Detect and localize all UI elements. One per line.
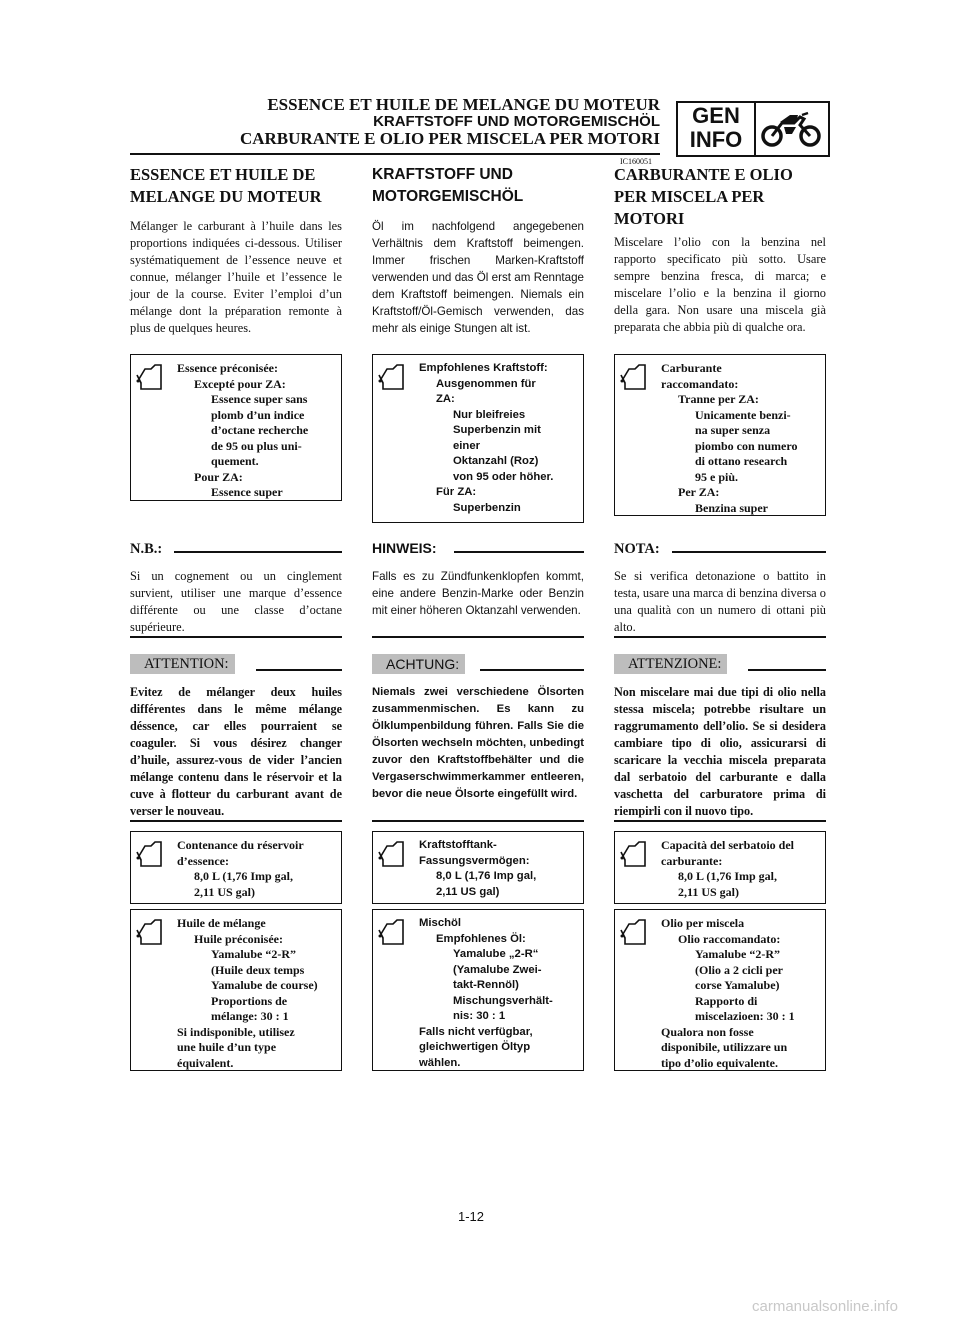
note-label: N.B.: [130, 541, 168, 557]
watermark: carmanualsonline.info [752, 1298, 898, 1315]
caution-label: ATTENTION: [130, 654, 235, 674]
note-label: NOTA: [614, 541, 666, 557]
fuel-can-icon [135, 363, 165, 393]
spec-box-oil [372, 909, 584, 1071]
header-title-de: KRAFTSTOFF UND MOTORGEMISCHÖL [373, 113, 660, 130]
caution-end-rule [372, 820, 584, 822]
spec-text: Huile de mélange Huile préconisée: Yamalube “2-R” (Huile deux temps Yamalube de course) Proportions de mélange: 30 : 1 Si indisponible, utilisez une huile d’un type équivalent. [177, 916, 318, 1070]
note-heading [372, 540, 584, 558]
note-text: Si un cognement ou un cinglement survient, utiliser une marque d’essence différente ou une classe d’octane supérieure. [130, 569, 342, 634]
spec-text: Carburante raccomandato: Tranne per ZA: Unicamente benzi- na super senza piombo con numero di ottano research 95 e più. Per ZA: Benzina super [661, 361, 798, 515]
note-end-rule [372, 636, 584, 638]
note-heading [614, 540, 826, 558]
spec-box-fuel [614, 354, 826, 516]
spec-box-tank [614, 831, 826, 904]
section-title: ESSENCE ET HUILE DE MELANGE DU MOTEUR [130, 165, 322, 206]
motorcycle-icon [760, 109, 822, 149]
caution-end-rule [614, 820, 826, 822]
fuel-can-icon [135, 918, 165, 948]
header-title-it: CARBURANTE E OLIO PER MISCELA PER MOTORI [239, 129, 660, 148]
intro-paragraph: Miscelare l’olio con la benzina nel rapporto specificato più sotto. Usare sempre benzina fresca, di marca; e miscelare l’olio e la benzina il giorno della gara. Non usare una miscela già preparata che abbia più di qualche ora. [614, 235, 826, 334]
fuel-can-icon [377, 840, 407, 870]
header-title-fr: ESSENCE ET HUILE DE MELANGE DU MOTEUR [267, 95, 660, 114]
gen-info-badge [676, 101, 830, 157]
fuel-can-icon [135, 840, 165, 870]
badge-label: GEN INFO [689, 103, 743, 152]
spec-text: Capacità del serbatoio del carburante: 8,0 L (1,76 Imp gal, 2,11 US gal) [661, 838, 794, 899]
intro-paragraph: Öl im nachfolgend angegebenen Verhältnis dem Kraftstoff beimengen. Immer frischen Marken-Kraftstoff verwenden und das Öl erst am Renntage dem Kraftstoff beimengen. Niemals ein Kraftstoff/Öl-Gemisch verwenden, das mehr als einige Stungen alt ist. [372, 220, 584, 335]
header-rule [130, 153, 660, 155]
spec-box-oil [614, 909, 826, 1071]
caution-end-rule [130, 820, 342, 822]
caution-label: ACHTUNG: [372, 654, 465, 674]
intro-paragraph: Mélanger le carburant à l’huile dans les proportions indiquées ci-dessous. Utiliser systématiquement de l’essence neuve et connue, mélanger l’huile et l’essence le jour de la course. Eviter l’emploi d’un mélange dont la préparation remonte à plus de quelques heures. [130, 219, 342, 335]
badge-separator [754, 103, 756, 155]
note-text: Falls es zu Zündfunkenklopfen kommt, eine andere Benzin-Marke oder Benzin mit einer höheren Oktanzahl verwenden. [372, 570, 584, 617]
fuel-can-icon [619, 363, 649, 393]
spec-text: Mischöl Empfohlenes Öl: Yamalube „2-R“ (Yamalube Zwei- takt-Rennöl) Mischungsverhält- nis: 30 : 1 Falls nicht verfügbar, gleichwertigen Öltyp wählen. [419, 917, 553, 1069]
spec-text: Empfohlenes Kraftstoff: Ausgenommen für ZA: Nur bleifreies Superbenzin mit einer Oktanzahl (Roz) von 95 oder höher. Für ZA: Superbenzin [419, 362, 554, 514]
caution-heading [614, 654, 826, 676]
note-end-rule [614, 636, 826, 638]
caution-text: Niemals zwei verschiedene Ölsorten zusammenmischen. Es kann zu Ölklumpenbildung führen. Falls Sie die Ölsorten wechseln möchten, unbedingt zuvor den Kraftstoffbehälter und die Vergaserschwimmerkammer entleeren, bevor die neue Ölsorte eingefüllt wird. [372, 686, 584, 800]
spec-text: Olio per miscela Olio raccomandato: Yamalube “2-R” (Olio a 2 cicli per corse Yamalube) Rapporto di miscelazioen: 30 : 1 Qualora non fosse disponibile, utilizzare un tipo d’olio equivalente. [661, 916, 795, 1070]
caution-heading [130, 654, 342, 676]
section-title: CARBURANTE E OLIO PER MISCELA PER MOTORI [614, 165, 793, 228]
note-end-rule [130, 636, 342, 638]
page-number: 1-12 [458, 1209, 485, 1224]
spec-box-tank [372, 831, 584, 904]
caution-label: ATTENZIONE: [614, 654, 727, 674]
note-heading [130, 540, 342, 558]
spec-box-oil [130, 909, 342, 1071]
note-label: HINWEIS: [372, 540, 443, 556]
spec-text: Contenance du réservoir d’essence: 8,0 L (1,76 Imp gal, 2,11 US gal) [177, 838, 304, 899]
spec-text: Essence préconisée: Excepté pour ZA: Essence super sans plomb d’un indice d’octane recherche de 95 ou plus uni- quement. Pour ZA: Essence super [177, 361, 309, 499]
caution-heading [372, 654, 584, 676]
spec-text: Kraftstofftank- Fassungsvermögen: 8,0 L (1,76 Imp gal, 2,11 US gal) [419, 839, 537, 898]
fuel-can-icon [377, 918, 407, 948]
section-title: KRAFTSTOFF UND MOTORGEMISCHÖL [372, 166, 524, 205]
caution-text: Non miscelare mai due tipi di olio nella stessa miscela; potrebbe risultare un raggrumamento dell’olio. Se si desidera cambiare tipo di olio, assicurarsi di scaricare la vecchia miscela preparata dal serbatoio del carburante e dalla vaschetta del carburatore prima di riempirli con il nuovo tipo. [614, 685, 826, 818]
note-text: Se si verifica detonazione o battito in testa, usare una marca di benzina diversa o una qualità con un numero di ottani più alto. [614, 569, 826, 634]
fuel-can-icon [377, 363, 407, 393]
spec-box-fuel [372, 354, 584, 523]
fuel-can-icon [619, 918, 649, 948]
section-header [228, 96, 660, 147]
caution-text: Evitez de mélanger deux huiles différentes dans le même mélange déssence, car elles pourraient se coaguler. Si vous désirez changer d’huile, assurez-vous de vider l’ancien mélange contenu dans le réservoir et la cuve à flotteur du carburant avant de verser le nouveau. [130, 685, 342, 818]
spec-box-tank [130, 831, 342, 904]
spec-box-fuel [130, 354, 342, 501]
reference-code: IC160051 [620, 157, 652, 166]
fuel-can-icon [619, 840, 649, 870]
